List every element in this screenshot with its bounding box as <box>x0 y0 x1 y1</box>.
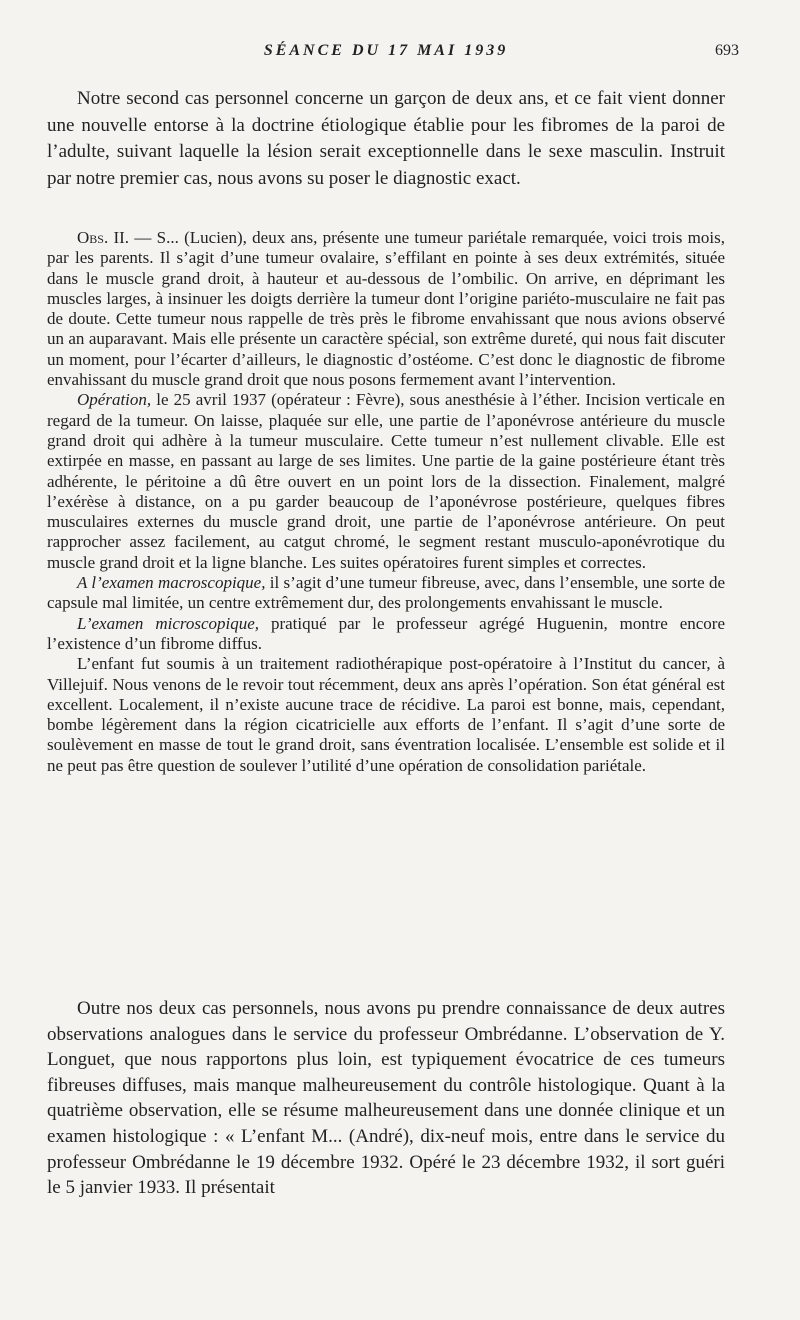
outro-section <box>47 996 725 1201</box>
observation-section <box>47 228 725 776</box>
observation-label: Obs. II. <box>77 228 130 247</box>
intro-paragraph: Notre second cas personnel concerne un garçon de deux ans, et ce fait vient donner une nouvelle entorse à la doctrine étiologique établie pour les fibromes de la paroi de l’adulte, suivant laquelle la lésion serait exceptionnelle dans le sexe masculin. Instruit par notre premier cas, nous avons su poser le diagnostic exact. <box>47 88 725 189</box>
observation-text-3: il s’agit d’une tumeur fibreuse, avec, dans l’ensemble, une sorte de capsule mal limitée, un centre extrêmement dur, des prolongements envahissant le muscle. <box>47 573 725 613</box>
observation-paragraph-1 <box>47 228 725 390</box>
running-title: SÉANCE DU 17 MAI 1939 <box>263 42 509 59</box>
observation-paragraph-4 <box>47 614 725 655</box>
observation-paragraph-2 <box>47 390 725 573</box>
page-header <box>47 40 739 64</box>
operation-lead: Opération, <box>77 390 152 410</box>
outro-paragraph: Outre nos deux cas personnels, nous avons pu prendre connaissance de deux autres observations analogues dans le service du professeur Ombrédanne. L’observation de Y. Longuet, que nous rapportons plus loin, est typiquement évocatrice de ces tumeurs fibreuses diffuses, mais manque malheureusement du contrôle histologique. Quant à la quatrième observation, elle se résume malheureusement dans une donnée clinique et un examen histologique : « L’enfant M... (André), dix-neuf mois, entre dans le service du professeur Ombrédanne le 19 décembre 1932. Opéré le 23 décembre 1932, il sort guéri le 5 janvier 1933. Il présentait <box>47 998 725 1199</box>
observation-text-4: pratiqué par le professeur agrégé Huguenin, montre encore l’existence d’un fibrome diffus. <box>47 613 725 653</box>
intro-section <box>47 86 725 192</box>
observation-text-2: le 25 avril 1937 (opérateur : Fèvre), sous anesthésie à l’éther. Incision verticale en regard de la tumeur. On laisse, plaquée sur elle, une partie de l’aponévrose antérieure du muscle grand droit qui adhère à la tumeur musculaire. Cette tumeur n’est nullement clivable. Elle est extirpée en masse, en passant au large de ses limites. Une partie de la gaine postérieure étant très adhérente, le péritoine a dû être ouvert en un point lors de la dissection. Finalement, malgré l’exérèse à distance, on a pu garder beaucoup de l’aponévrose postérieure, quelques fibres musculaires externes du muscle grand droit, une partie de l’aponévrose antérieure. On peut rapprocher assez facilement, au catgut chromé, le segment restant musculo-aponévrotique du muscle grand droit et la ligne blanche. Les suites opératoires furent simples et correctes. <box>47 390 725 572</box>
observation-paragraph-5: L’enfant fut soumis à un traitement radiothérapique post-opératoire à l’Institut du cancer, à Villejuif. Nous venons de le revoir tout récemment, deux ans après l’opération. Son état général est excellent. Localement, il n’existe aucune trace de récidive. La paroi est bonne, mais, cependant, bombe légèrement dans la région cicatricielle aux efforts de l’enfant. Il s’agit d’une sorte de soulèvement en masse de tout le grand droit, sans éventration localisée. L’ensemble est solide et il ne peut pas être question de soulever l’utilité d’une opération de consolidation pariétale. <box>47 654 725 775</box>
observation-text-1: — S... (Lucien), deux ans, présente une tumeur pariétale remarquée, voici trois mois, par les parents. Il s’agit d’une tumeur ovalaire, s’effilant en pointe à ses deux extrémités, située dans le muscle grand droit, à hauteur et au-dessous de l’ombilic. On arrive, en déprimant les muscles larges, à insinuer les doigts derrière la tumeur dont l’origine pariéto-musculaire ne fait pas de doute. Cette tumeur nous rappelle de très près le fibrome envahissant que nous avions observé un an auparavant. Mais elle présente un caractère spécial, son extrême dureté, qui nous fait discuter un moment, pour l’écarter d’ailleurs, le diagnostic d’ostéome. C’est donc le diagnostic de fibrome envahissant du muscle grand droit que nous posons fermement avant l’intervention. <box>47 228 725 390</box>
microscopic-lead: L’examen microscopique, <box>77 613 260 633</box>
macroscopic-lead: A l’examen macroscopique, <box>77 573 266 593</box>
observation-paragraph-3 <box>47 573 725 614</box>
page-number: 693 <box>715 42 739 59</box>
